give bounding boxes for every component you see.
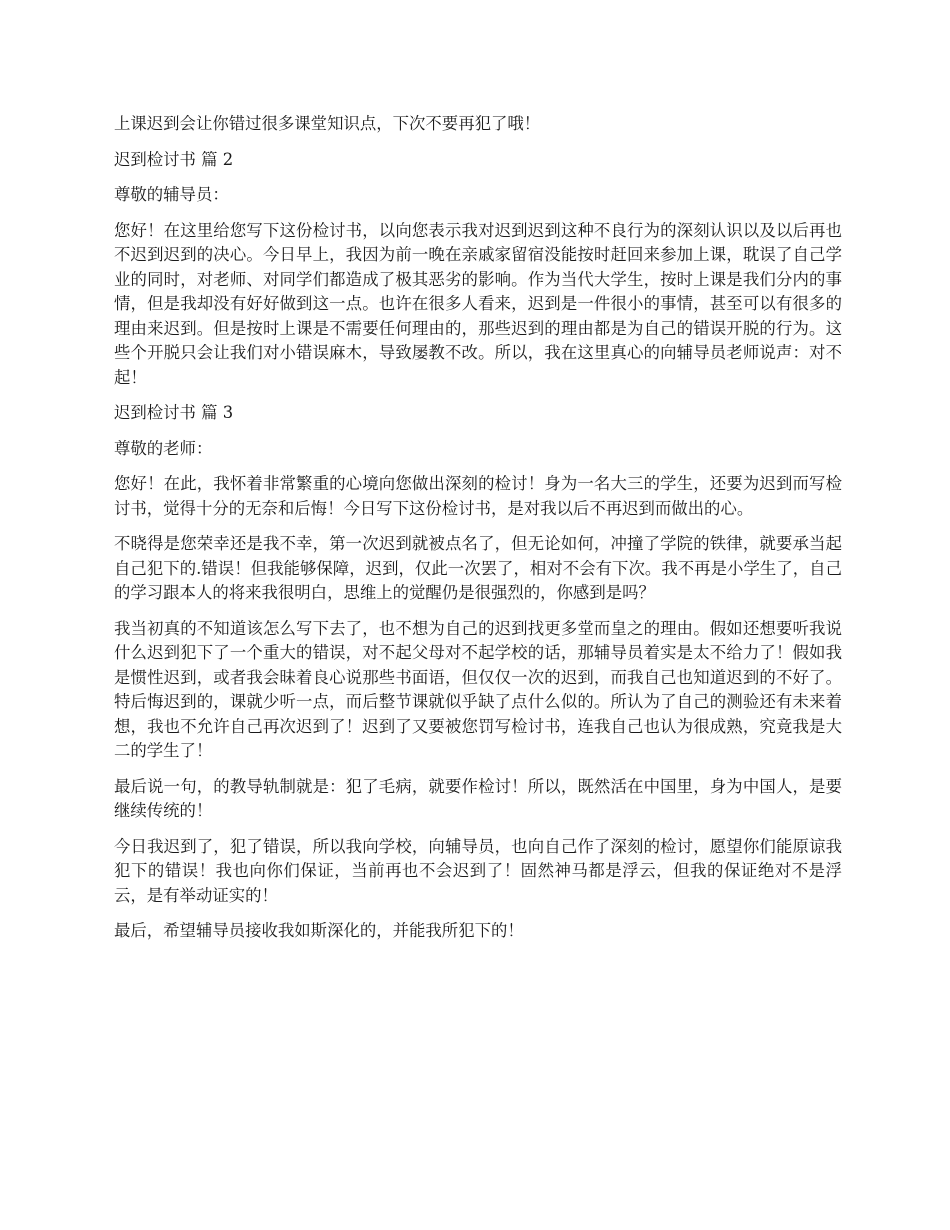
- paragraph-closing-note: 上课迟到会让你错过很多课堂知识点，下次不要再犯了哦！: [114, 114, 541, 133]
- paragraph-body-3d: 最后说一句，的教导轨制就是：犯了毛病，就要作检讨！所以，既然活在中国里，身为中国人，是要继续传统的！: [114, 776, 842, 820]
- paragraph-body-2: 您好！在这里给您写下这份检讨书，以向您表示我对迟到迟到这种不良行为的深刻认识以及以后再也不迟到迟到的决心。今日早上，我因为前一晚在亲戚家留宿没能按时赶回来参加上课，耽误了自己学业的同时，对老师、对同学们都造成了极其恶劣的影响。作为当代大学生，按时上课是我们分内的事情，但是我却没有好好做到这一点。也许在很多人看来，迟到是一件很小的事情，甚至可以有很多的理由来迟到。但是按时上课是不需要任何理由的，那些迟到的理由都是为自己的错误开脱的行为。这些个开脱只会让我们对小错误麻木，导致屡教不改。所以，我在这里真心的向辅导员老师说声：对不起！: [114, 220, 842, 387]
- paragraph-body-3b: 不晓得是您荣幸还是我不幸，第一次迟到就被点名了，但无论如何，冲撞了学院的铁律，就要承当起自己犯下的.错误！但我能够保障，迟到，仅此一次罢了，相对不会有下次。我不再是小学生了，自己的学习跟本人的将来我很明白，思维上的觉醒仍是很强烈的，你感到是吗？: [114, 534, 842, 602]
- salutation-counselor: 尊敬的辅导员：: [114, 185, 229, 204]
- paragraph-body-3c: 我当初真的不知道该怎么写下去了，也不想为自己的迟到找更多堂而皇之的理由。假如还想要听我说什么迟到犯下了一个重大的错误，对不起父母对不起学校的话，那辅导员着实是太不给力了！假如我是惯性迟到，或者我会昧着良心说那些书面语，但仅仅一次的迟到，而我自己也知道迟到的不好了。特后悔迟到的，课就少听一点，而后整节课就似乎缺了点什么似的。所认为了自己的测验还有未来着想，我也不允许自己再次迟到了！迟到了又要被您罚写检讨书，连我自己也认为很成熟，究竟我是大二的学生了！: [114, 618, 842, 760]
- section-heading-3: 迟到检讨书 篇 3: [114, 403, 234, 422]
- paragraph-final: 最后，希望辅导员接收我如斯深化的，并能我所犯下的！: [114, 921, 524, 940]
- paragraph-body-3e: 今日我迟到了，犯了错误，所以我向学校，向辅导员，也向自己作了深刻的检讨，愿望你们能原谅我犯下的错误！我也向你们保证，当前再也不会迟到了！固然神马都是浮云，但我的保证绝对不是浮云，是有举动证实的！: [114, 836, 842, 905]
- section-heading-2: 迟到检讨书 篇 2: [114, 149, 234, 169]
- salutation-teacher: 尊敬的老师：: [114, 438, 213, 458]
- paragraph-body-3a: 您好！在此，我怀着非常繁重的心境向您做出深刻的检讨！身为一名大三的学生，还要为迟到而写检讨书，觉得十分的无奈和后悔！今日写下这份检讨书，是对我以后不再迟到而做出的心。: [114, 474, 842, 518]
